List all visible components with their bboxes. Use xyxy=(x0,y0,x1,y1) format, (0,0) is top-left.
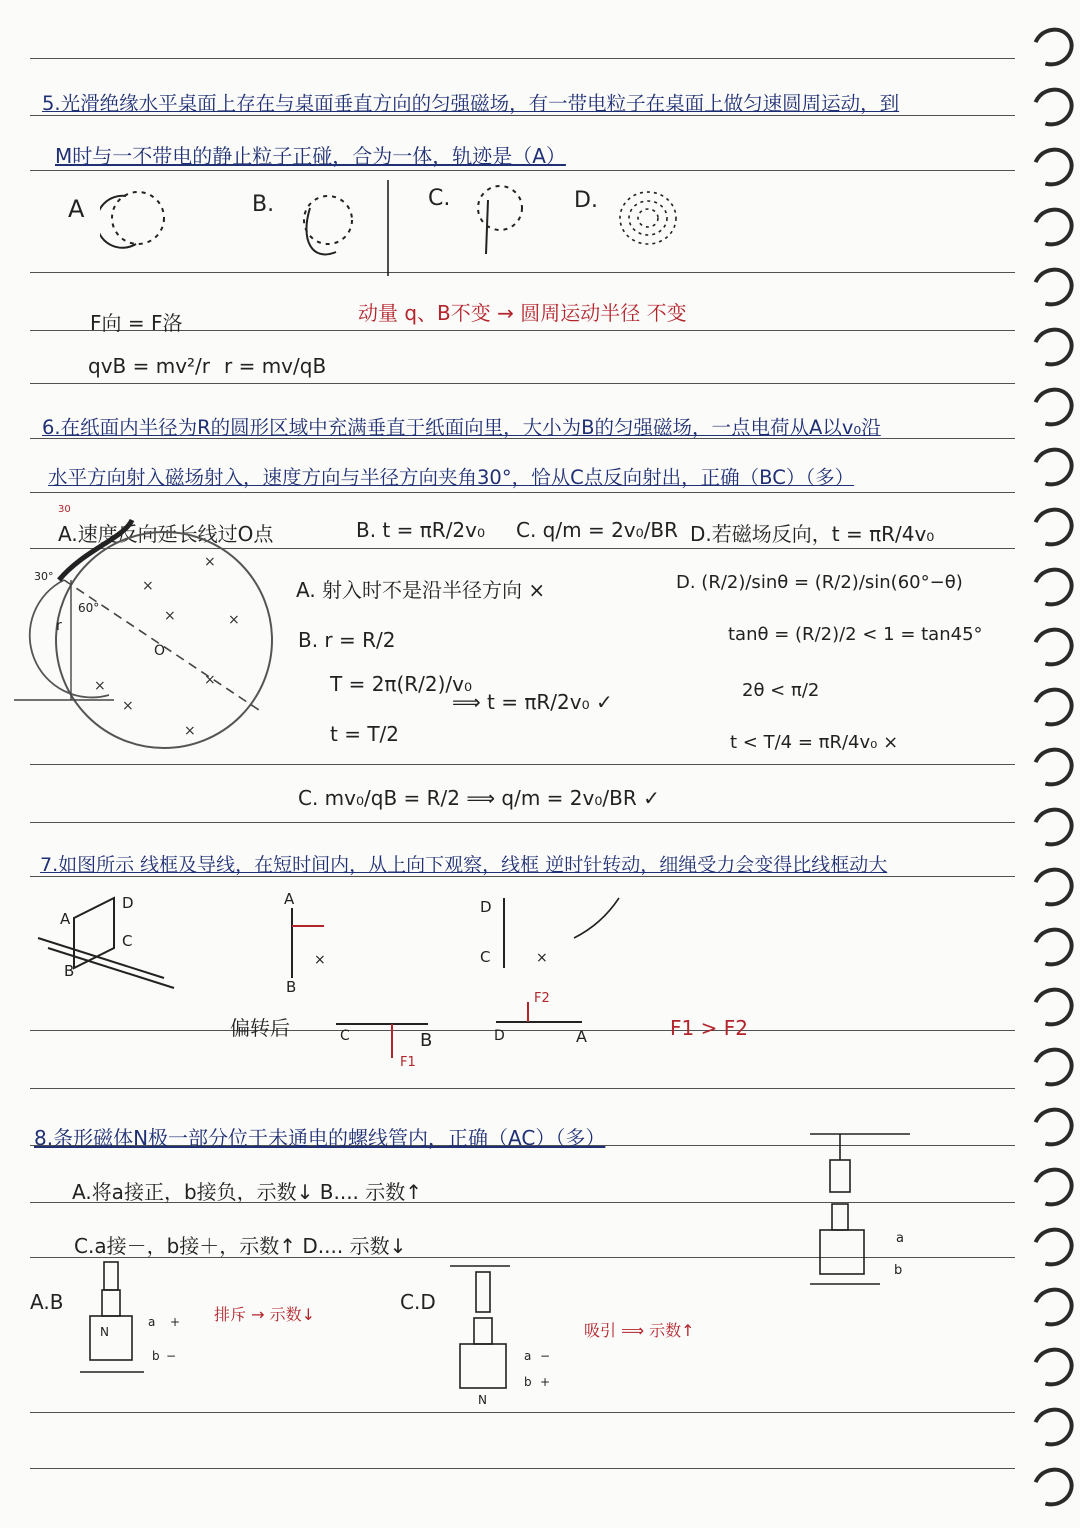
svg-text:×: × xyxy=(314,952,326,968)
ruled-line xyxy=(30,822,1015,823)
spiral-ring-icon xyxy=(1026,141,1080,193)
q8-options-ab: A.将a接正，b接负，示数↓ B.... 示数↑ xyxy=(72,1180,423,1204)
q6-work-d-angle: 2θ < π/2 xyxy=(742,680,820,701)
svg-text:×: × xyxy=(142,578,154,594)
spiral-ring-icon xyxy=(1026,381,1080,433)
spiral-ring-icon xyxy=(1026,561,1080,613)
spiral-ring-icon xyxy=(1026,441,1080,493)
q7-persp-label-d: D xyxy=(122,894,134,912)
q8-cd-terminal-a: a xyxy=(524,1349,532,1363)
q5-red-note: 动量 q、B不变 → 圆周运动半径 不变 xyxy=(358,301,687,325)
q8-note-attract: 吸引 ⟹ 示数↑ xyxy=(584,1321,695,1340)
spiral-ring-icon xyxy=(1026,801,1080,853)
q8-solenoid-cd-figure xyxy=(450,1262,580,1410)
q7-side2-label-d: D xyxy=(480,898,492,916)
q6-work-b-radius: B. r = R/2 xyxy=(298,628,396,652)
spiral-ring-icon xyxy=(1026,261,1080,313)
q7-force-comparison: F1 > F2 xyxy=(670,1016,748,1040)
q7-persp-label-a: A xyxy=(60,910,71,928)
spiral-ring-icon xyxy=(1026,681,1080,733)
q8-cd-terminal-b: b xyxy=(524,1375,532,1389)
q6-work-b-period: T = 2π(R/2)/v₀ xyxy=(330,672,473,696)
q5-option-a-label: A xyxy=(68,195,85,223)
spiral-ring-icon xyxy=(1026,981,1080,1033)
q8-cd-pole-n: N xyxy=(478,1393,487,1407)
spiral-ring-icon xyxy=(1026,861,1080,913)
spiral-ring-icon xyxy=(1026,1221,1080,1273)
q7-after-label-d: D xyxy=(494,1028,505,1044)
svg-text:×: × xyxy=(536,950,548,966)
q5-eq-radius: r = mv/qB xyxy=(224,354,327,378)
q6-figure-center-label: O xyxy=(154,643,166,659)
spiral-ring-icon xyxy=(1026,1401,1080,1453)
ruled-line xyxy=(30,1412,1015,1413)
q7-side1-label-b: B xyxy=(286,978,297,996)
q5-stem-line2: M时与一不带电的静止粒子正碰，合为一体，轨迹是（A） xyxy=(55,144,566,168)
q6-option-b: B. t = πR/2v₀ xyxy=(356,518,486,542)
q6-work-b-half: t = T/2 xyxy=(330,722,399,746)
svg-text:×: × xyxy=(228,612,240,628)
q8-case-cd-label: C.D xyxy=(400,1290,436,1314)
q6-magnetic-field-figure xyxy=(14,500,274,770)
svg-text:×: × xyxy=(184,723,196,739)
q6-work-a: A. 射入时不是沿半径方向 × xyxy=(296,578,546,602)
q6-option-d: D.若磁场反向，t = πR/4v₀ xyxy=(690,522,935,546)
q5-eq-lorentz: qvB = mv²/r xyxy=(88,354,211,378)
ruled-line xyxy=(30,383,1015,384)
spiral-ring-icon xyxy=(1026,21,1080,73)
q7-after-label-b: B xyxy=(420,1030,433,1051)
q8-cd-sign-a: − xyxy=(540,1349,551,1363)
q8-cd-sign-b: + xyxy=(540,1375,551,1389)
q6-figure-angle-30: 30° xyxy=(34,570,54,583)
q7-stem: 7.如图所示 线框及导线，在短时间内，从上向下观察，线框 逆时针转动，细绳受力会变得比线框动大 xyxy=(40,854,888,876)
q6-work-c: C. mv₀/qB = R/2 ⟹ q/m = 2v₀/BR ✓ xyxy=(298,786,660,810)
q6-stem-line2: 水平方向射入磁场射入，速度方向与半径方向夹角30°，恰从C点反向射出，正确（BC）（多） xyxy=(48,466,855,489)
q7-force-f2-label: F2 xyxy=(534,991,550,1006)
spiral-ring-icon xyxy=(1026,621,1080,673)
q5-stem-line1: 5.光滑绝缘水平桌面上存在与桌面垂直方向的匀强磁场，有一带电粒子在桌面上做匀速圆周运动，到 xyxy=(42,92,900,115)
q8-options-cd: C.a接－，b接＋，示数↑ D.... 示数↓ xyxy=(74,1234,407,1258)
spiral-ring-icon xyxy=(1026,321,1080,373)
q7-persp-label-b: B xyxy=(64,962,75,980)
q8-solenoid-ab-figure xyxy=(80,1260,200,1390)
q8-hanging-terminal-b: b xyxy=(894,1263,903,1278)
spiral-ring-icon xyxy=(1026,1041,1080,1093)
q7-after-label-c: C xyxy=(340,1028,350,1044)
ruled-line xyxy=(30,492,1015,493)
q7-after-deflection-label: 偏转后 xyxy=(230,1016,290,1040)
spiral-ring-icon xyxy=(1026,921,1080,973)
q7-persp-label-c: C xyxy=(122,932,133,950)
q8-hanging-terminal-a: a xyxy=(896,1231,904,1246)
q7-force-f1-label: F1 xyxy=(400,1055,416,1070)
svg-text:×: × xyxy=(204,672,216,688)
q5-option-c-label: C. xyxy=(428,186,451,211)
q7-side2-label-c: C xyxy=(480,948,491,966)
q8-ab-sign-a: + xyxy=(170,1315,181,1329)
q6-figure-radius-label: r xyxy=(56,618,62,634)
q8-hanging-solenoid-figure xyxy=(790,1124,930,1294)
q5-option-d-label: D. xyxy=(574,188,598,213)
q7-after-label-a: A xyxy=(576,1027,587,1046)
q8-ab-terminal-b: b xyxy=(152,1349,160,1363)
q6-figure-angle-60: 60° xyxy=(78,601,100,615)
spiral-ring-icon xyxy=(1026,201,1080,253)
q5-trajectory-diagrams xyxy=(100,180,700,280)
svg-text:×: × xyxy=(94,678,106,694)
spiral-ring-icon xyxy=(1026,81,1080,133)
q8-case-ab-label: A.B xyxy=(30,1290,64,1314)
q6-work-b-result: ⟹ t = πR/2v₀ ✓ xyxy=(452,690,613,714)
q6-option-a: A.速度反向延长线过O点 xyxy=(58,522,274,546)
q6-work-d-ratio: D. (R/2)/sinθ = (R/2)/sin(60°−θ) xyxy=(676,572,963,593)
q6-work-d-tan: tanθ = (R/2)/2 < 1 = tan45° xyxy=(728,624,983,645)
q8-ab-pole-n: N xyxy=(100,1325,109,1339)
q8-ab-terminal-a: a xyxy=(148,1315,156,1329)
q8-note-repel: 排斥 → 示数↓ xyxy=(214,1305,315,1324)
spiral-ring-icon xyxy=(1026,1161,1080,1213)
q8-stem: 8.条形磁体N极一部分位于未通电的螺线管内，正确（AC）（多） xyxy=(34,1126,606,1150)
ruled-line xyxy=(30,170,1015,171)
spiral-ring-icon xyxy=(1026,501,1080,553)
q6-figure-top-mark: 30 xyxy=(58,504,71,515)
q8-ab-sign-b: − xyxy=(166,1349,177,1363)
q7-side1-label-a: A xyxy=(284,890,295,908)
spiral-ring-icon xyxy=(1026,1341,1080,1393)
spiral-ring-icon xyxy=(1026,741,1080,793)
svg-text:×: × xyxy=(204,554,216,570)
q6-stem-line1: 6.在纸面内半径为R的圆形区域中充满垂直于纸面向里，大小为B的匀强磁场，一点电荷从A以v₀沿 xyxy=(42,416,881,439)
ruled-line xyxy=(30,1468,1015,1469)
q7-frame-diagrams xyxy=(34,888,674,1078)
svg-text:×: × xyxy=(164,608,176,624)
svg-text:×: × xyxy=(122,698,134,714)
q6-work-d-time: t < T/4 = πR/4v₀ × xyxy=(730,732,899,753)
q5-option-b-label: B. xyxy=(252,192,275,217)
spiral-ring-icon xyxy=(1026,1461,1080,1513)
spiral-ring-icon xyxy=(1026,1101,1080,1153)
q6-option-c: C. q/m = 2v₀/BR xyxy=(516,518,679,542)
spiral-ring-icon xyxy=(1026,1281,1080,1333)
ruled-line xyxy=(30,1088,1015,1089)
ruled-line xyxy=(30,58,1015,59)
q5-eq-force: F向 = F洛 xyxy=(90,311,183,335)
